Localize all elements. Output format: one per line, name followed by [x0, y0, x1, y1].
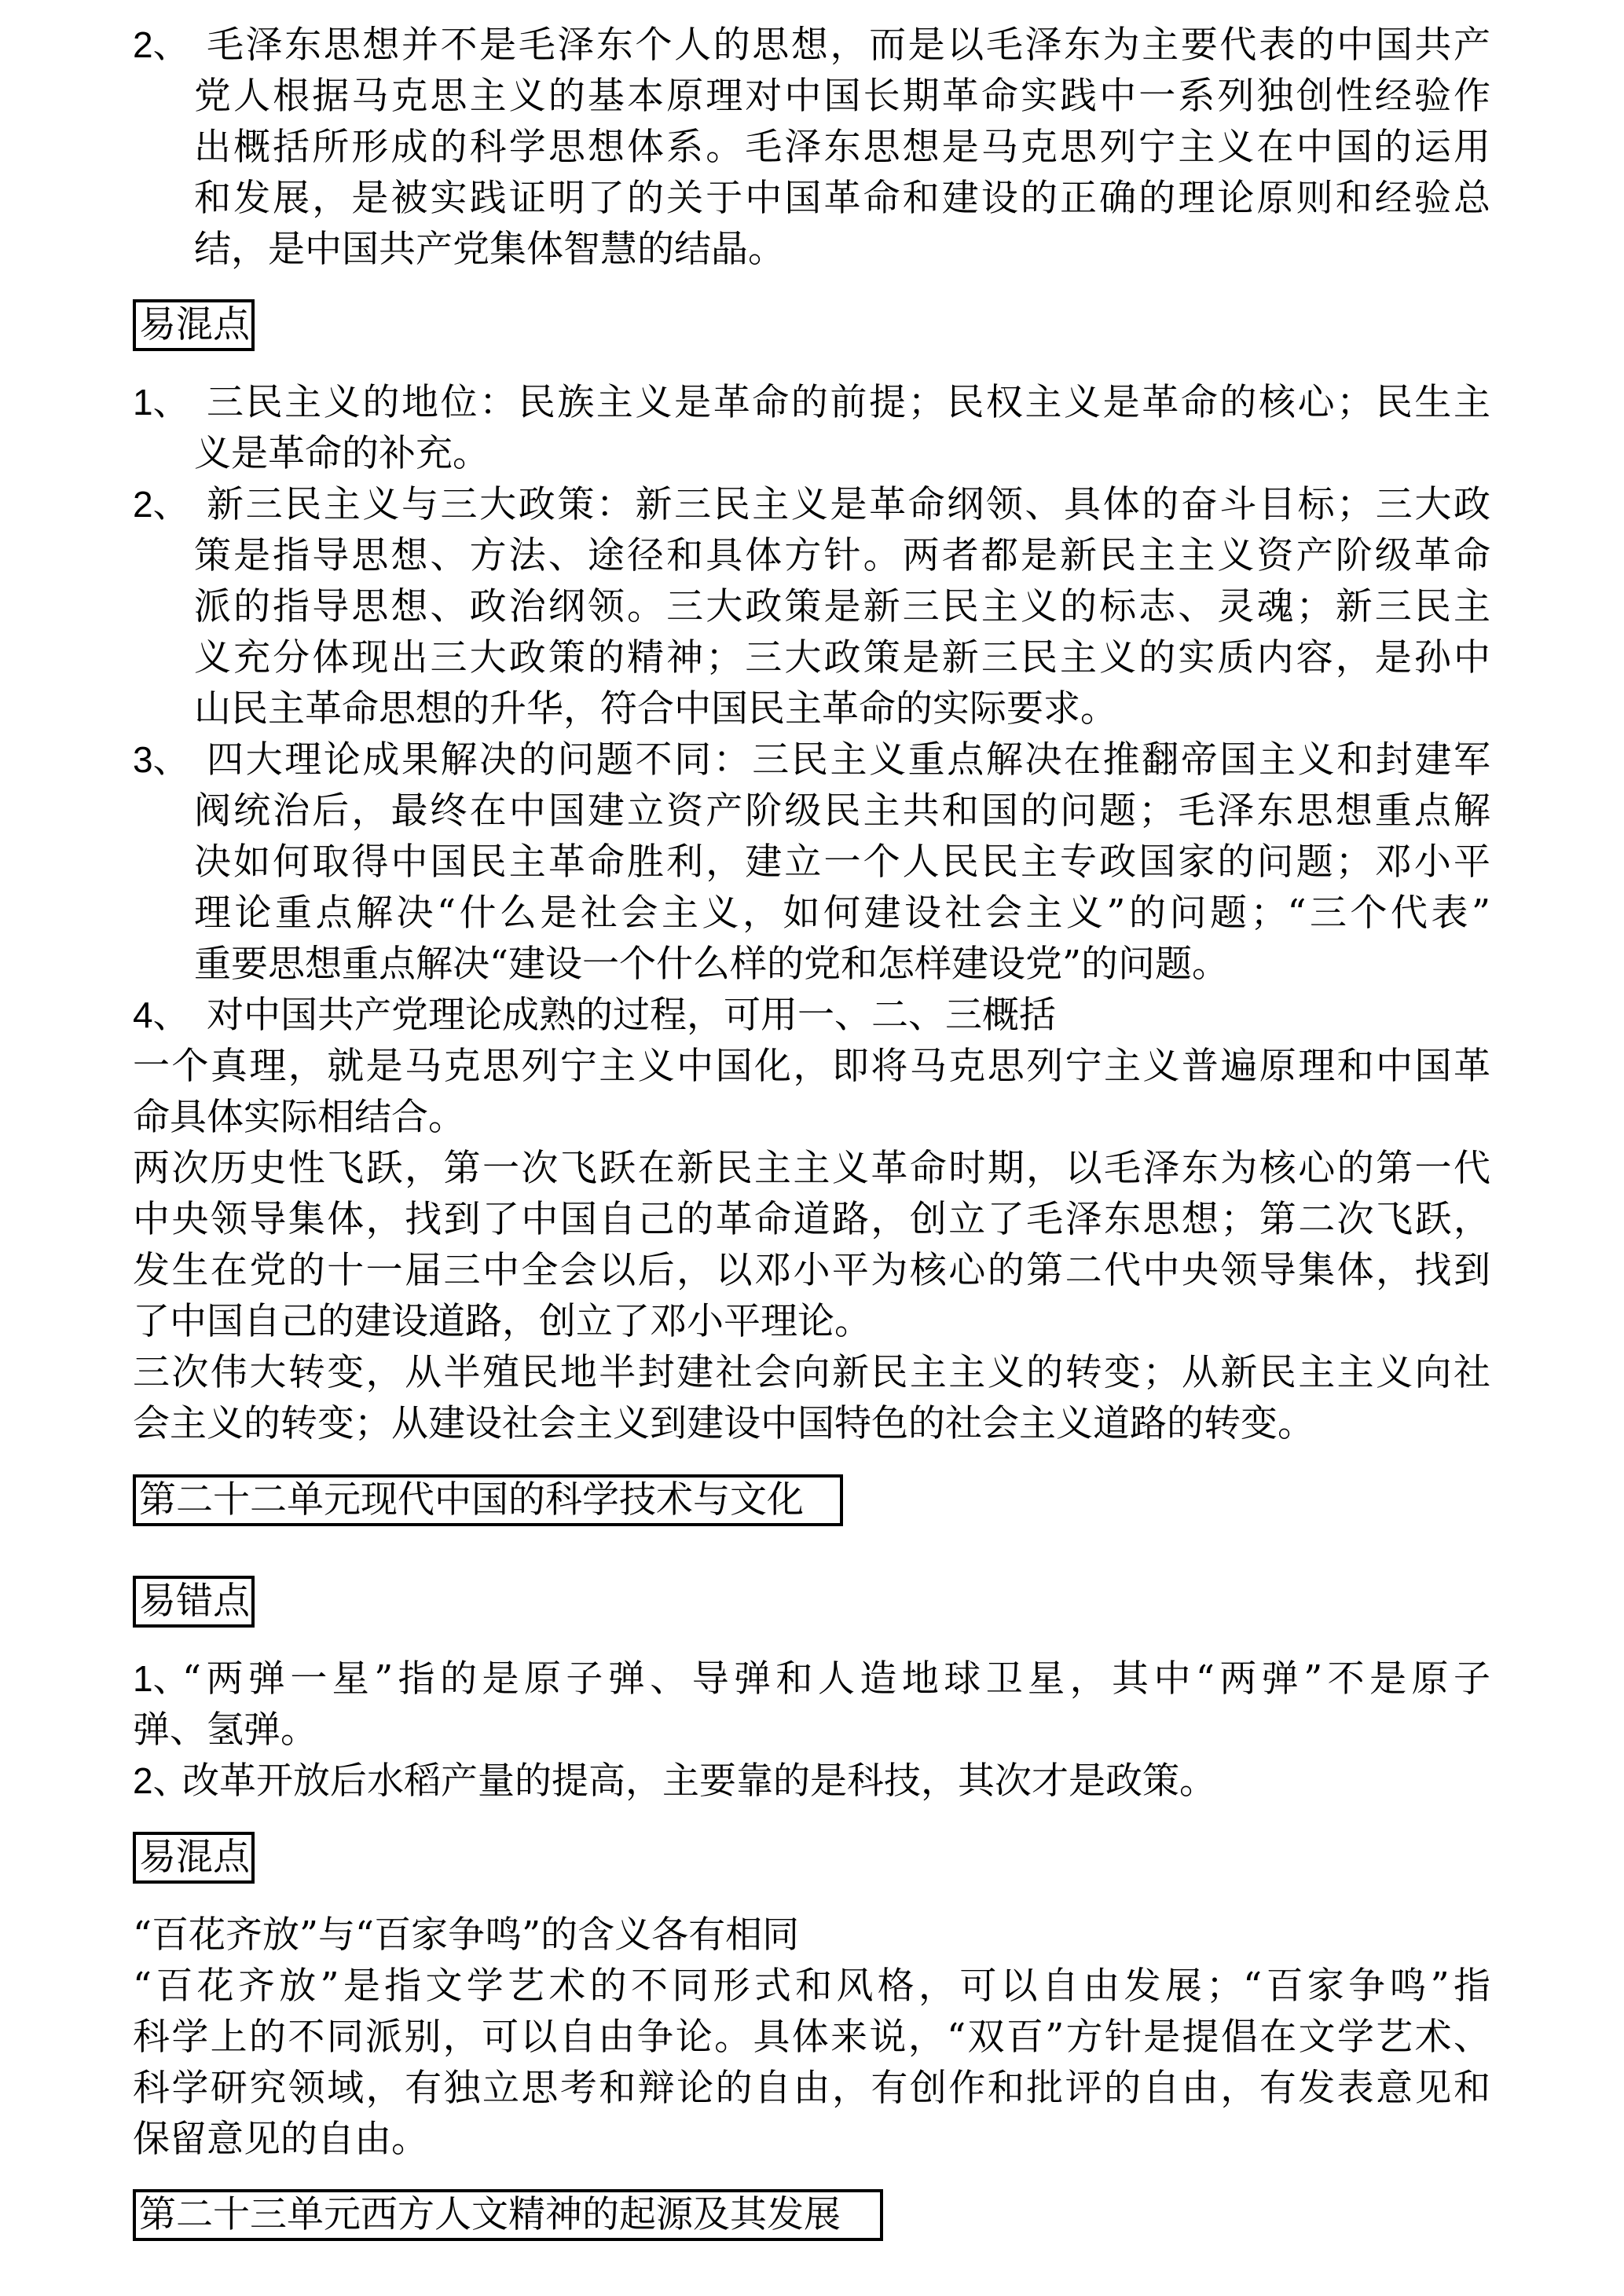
text-line: 一个真理，就是马克思列宁主义中国化，即将马克思列宁主义普遍原理和中国革 — [133, 1045, 1490, 1088]
text-line: 改革开放后水稻产量的提高，主要靠的是科技，其次才是政策。 — [182, 1760, 1216, 1803]
list-number: 1、 — [133, 382, 189, 423]
list-number: 2、 — [133, 24, 189, 65]
text-line: 义充分体现出三大政策的精神；三大政策是新三民主义的实质内容，是孙中 — [194, 636, 1490, 679]
list-number: 2、 — [133, 484, 189, 525]
text-line: 中央领导集体，找到了中国自己的革命道路，创立了毛泽东思想；第二次飞跃， — [133, 1198, 1490, 1241]
section-label-confusing-points: 易混点 — [133, 299, 255, 351]
list-number: 3、 — [133, 739, 189, 780]
text-line: 保留意见的自由。 — [133, 2118, 428, 2161]
text-line: 四大理论成果解决的问题不同：三民主义重点解决在推翻帝国主义和封建军 — [207, 738, 1490, 782]
text-line: 派的指导思想、政治纲领。三大政策是新三民主义的标志、灵魂；新三民主 — [194, 585, 1490, 628]
section-label-error-points: 易错点 — [133, 1576, 255, 1628]
text-line: 决如何取得中国民主革命胜利，建立一个人民民主专政国家的问题；邓小平 — [194, 840, 1490, 884]
text-line: 会主义的转变；从建设社会主义到建设中国特色的社会主义道路的转变。 — [133, 1402, 1314, 1445]
text-line: 毛泽东思想并不是毛泽东个人的思想，而是以毛泽东为主要代表的中国共产 — [207, 24, 1490, 67]
text-line: 了中国自己的建设道路，创立了邓小平理论。 — [133, 1300, 871, 1343]
text-line: 结，是中国共产党集体智慧的结晶。 — [194, 228, 785, 271]
text-line: 三民主义的地位：民族主义是革命的前提；民权主义是革命的核心；民生主 — [207, 381, 1490, 424]
text-line: 阀统治后，最终在中国建立资产阶级民主共和国的问题；毛泽东思想重点解 — [194, 789, 1490, 833]
text-line: 和发展，是被实践证明了的关于中国革命和建设的正确的理论原则和经验总 — [194, 177, 1490, 220]
text-line: 重要思想重点解决“建设一个什么样的党和怎样建设党”的问题。 — [194, 943, 1230, 986]
text-line: 弹、氢弹。 — [133, 1708, 317, 1752]
list-number: 1、 — [133, 1658, 189, 1699]
text-line: “百花齐放”是指文学艺术的不同形式和风格，可以自由发展；“百家争鸣”指 — [133, 1965, 1490, 2008]
text-line: 策是指导思想、方法、途径和具体方针。两者都是新民主主义资产阶级革命 — [194, 534, 1490, 577]
unit-22-title: 第二十二单元现代中国的科学技术与文化 — [133, 1474, 843, 1526]
text-line: 出概括所形成的科学思想体系。毛泽东思想是马克思列宁主义在中国的运用 — [194, 126, 1490, 169]
text-line: 科学研究领域，有独立思考和辩论的自由，有创作和批评的自由，有发表意见和 — [133, 2067, 1490, 2110]
text-line: 命具体实际相结合。 — [133, 1096, 465, 1139]
text-line: 三次伟大转变，从半殖民地半封建社会向新民主主义的转变；从新民主主义向社 — [133, 1351, 1490, 1394]
text-line: 党人根据马克思主义的基本原理对中国长期革命实践中一系列独创性经验作 — [194, 75, 1490, 118]
list-number: 2、 — [133, 1760, 189, 1801]
text-line: 科学上的不同派别，可以自由争论。具体来说，“双百”方针是提倡在文学艺术、 — [133, 2016, 1490, 2059]
text-line: 两次历史性飞跃，第一次飞跃在新民主主义革命时期，以毛泽东为核心的第一代 — [133, 1147, 1490, 1190]
text-line: 发生在党的十一届三中全会以后，以邓小平为核心的第二代中央领导集体，找到 — [133, 1249, 1490, 1292]
text-line: 新三民主义与三大政策：新三民主义是革命纲领、具体的奋斗目标；三大政 — [207, 483, 1490, 526]
text-line: 对中国共产党理论成熟的过程，可用一、二、三概括 — [207, 994, 1056, 1037]
unit-23-title: 第二十三单元西方人文精神的起源及其发展 — [133, 2189, 883, 2241]
text-line: 山民主革命思想的升华，符合中国民主革命的实际要求。 — [194, 687, 1117, 731]
text-line: 义是革命的补充。 — [194, 432, 489, 475]
list-number: 4、 — [133, 994, 189, 1035]
text-line: “两弹一星”指的是原子弹、导弹和人造地球卫星，其中“两弹”不是原子 — [182, 1657, 1490, 1701]
text-line: 理论重点解决“什么是社会主义，如何建设社会主义”的问题；“三个代表” — [194, 892, 1490, 935]
section-label-confusing-points-2: 易混点 — [133, 1832, 255, 1884]
text-line: “百花齐放”与“百家争鸣”的含义各有相同 — [133, 1913, 800, 1957]
